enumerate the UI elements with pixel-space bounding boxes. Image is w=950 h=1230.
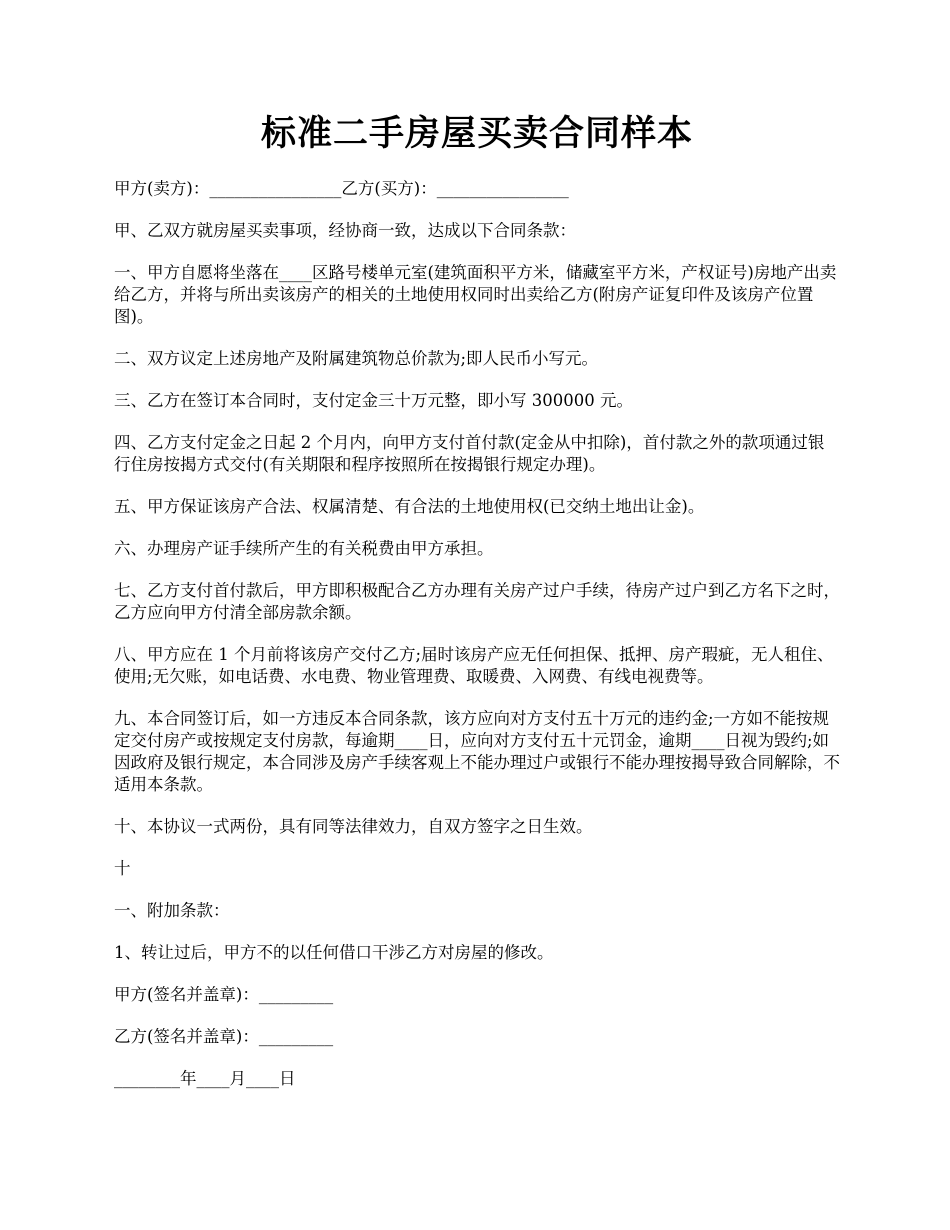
clause-10: 十、本协议一式两份，具有同等法律效力，自双方签字之日生效。 bbox=[114, 817, 593, 836]
clause-8: 八、甲方应在 1 个月前将该房产交付乙方;届时该房产应无任何担保、抵押、房产瑕疵，无人租住、使用;无欠账，如电话费、水电费、物业管理费、取暖费、入网费、有线电视费等。 bbox=[114, 645, 834, 686]
document-title: 标准二手房屋买卖合同样本 bbox=[260, 113, 693, 154]
clause-11-prefix: 十 bbox=[114, 859, 131, 878]
clause-5: 五、甲方保证该房产合法、权属清楚、有合法的土地使用权(已交纳土地出让金)。 bbox=[114, 497, 705, 516]
clause-4: 四、乙方支付定金之日起 2 个月内，向甲方支付首付款(定金从中扣除)，首付款之外的款项通过银行住房按揭方式交付(有关期限和程序按照所在按揭银行规定办理)。 bbox=[114, 433, 825, 474]
preamble: 甲、乙双方就房屋买卖事项，经协商一致，达成以下合同条款： bbox=[114, 221, 576, 240]
party-line: 甲方(卖方)：________________乙方(买方)：________________ bbox=[114, 179, 569, 198]
clause-6: 六、办理房产证手续所产生的有关税费由甲方承担。 bbox=[114, 539, 494, 558]
party-a-signature-line: 甲方(签名并盖章)：_________ bbox=[114, 985, 334, 1004]
party-b-signature-line: 乙方(签名并盖章)：_________ bbox=[114, 1027, 334, 1046]
date-line: ________年____月____日 bbox=[114, 1069, 296, 1088]
clause-9: 九、本合同签订后，如一方违反本合同条款，该方应向对方支付五十万元的违约金;一方如不能按规定交付房产或按规定支付房款，每逾期____日，应向对方支付五十元罚金，逾期____日视为毁约;如因政府及银行规定，本合同涉及房产手续客观上不能办理过户或银行不能办理按揭导致合同解除，不适用本条款。 bbox=[114, 709, 840, 794]
additional-term-1: 1、转让过后，甲方不的以任何借口干涉乙方对房屋的修改。 bbox=[114, 943, 554, 962]
clause-1: 一、甲方自愿将坐落在____区路号楼单元室(建筑面积平方米，储藏室平方米，产权证号)房地产出卖给乙方，并将与所出卖该房产的相关的土地使用权同时出卖给乙方(附房产证复印件及该房产位置图)。 bbox=[114, 263, 837, 326]
clause-7: 七、乙方支付首付款后，甲方即积极配合乙方办理有关房产过户手续，待房产过户到乙方名下之时，乙方应向甲方付清全部房款余额。 bbox=[114, 581, 840, 622]
clause-2: 二、双方议定上述房地产及附属建筑物总价款为;即人民币小写元。 bbox=[114, 349, 599, 368]
clause-3: 三、乙方在签订本合同时，支付定金三十万元整，即小写 300000 元。 bbox=[114, 391, 633, 410]
clause-11-heading: 一、附加条款： bbox=[114, 901, 230, 920]
